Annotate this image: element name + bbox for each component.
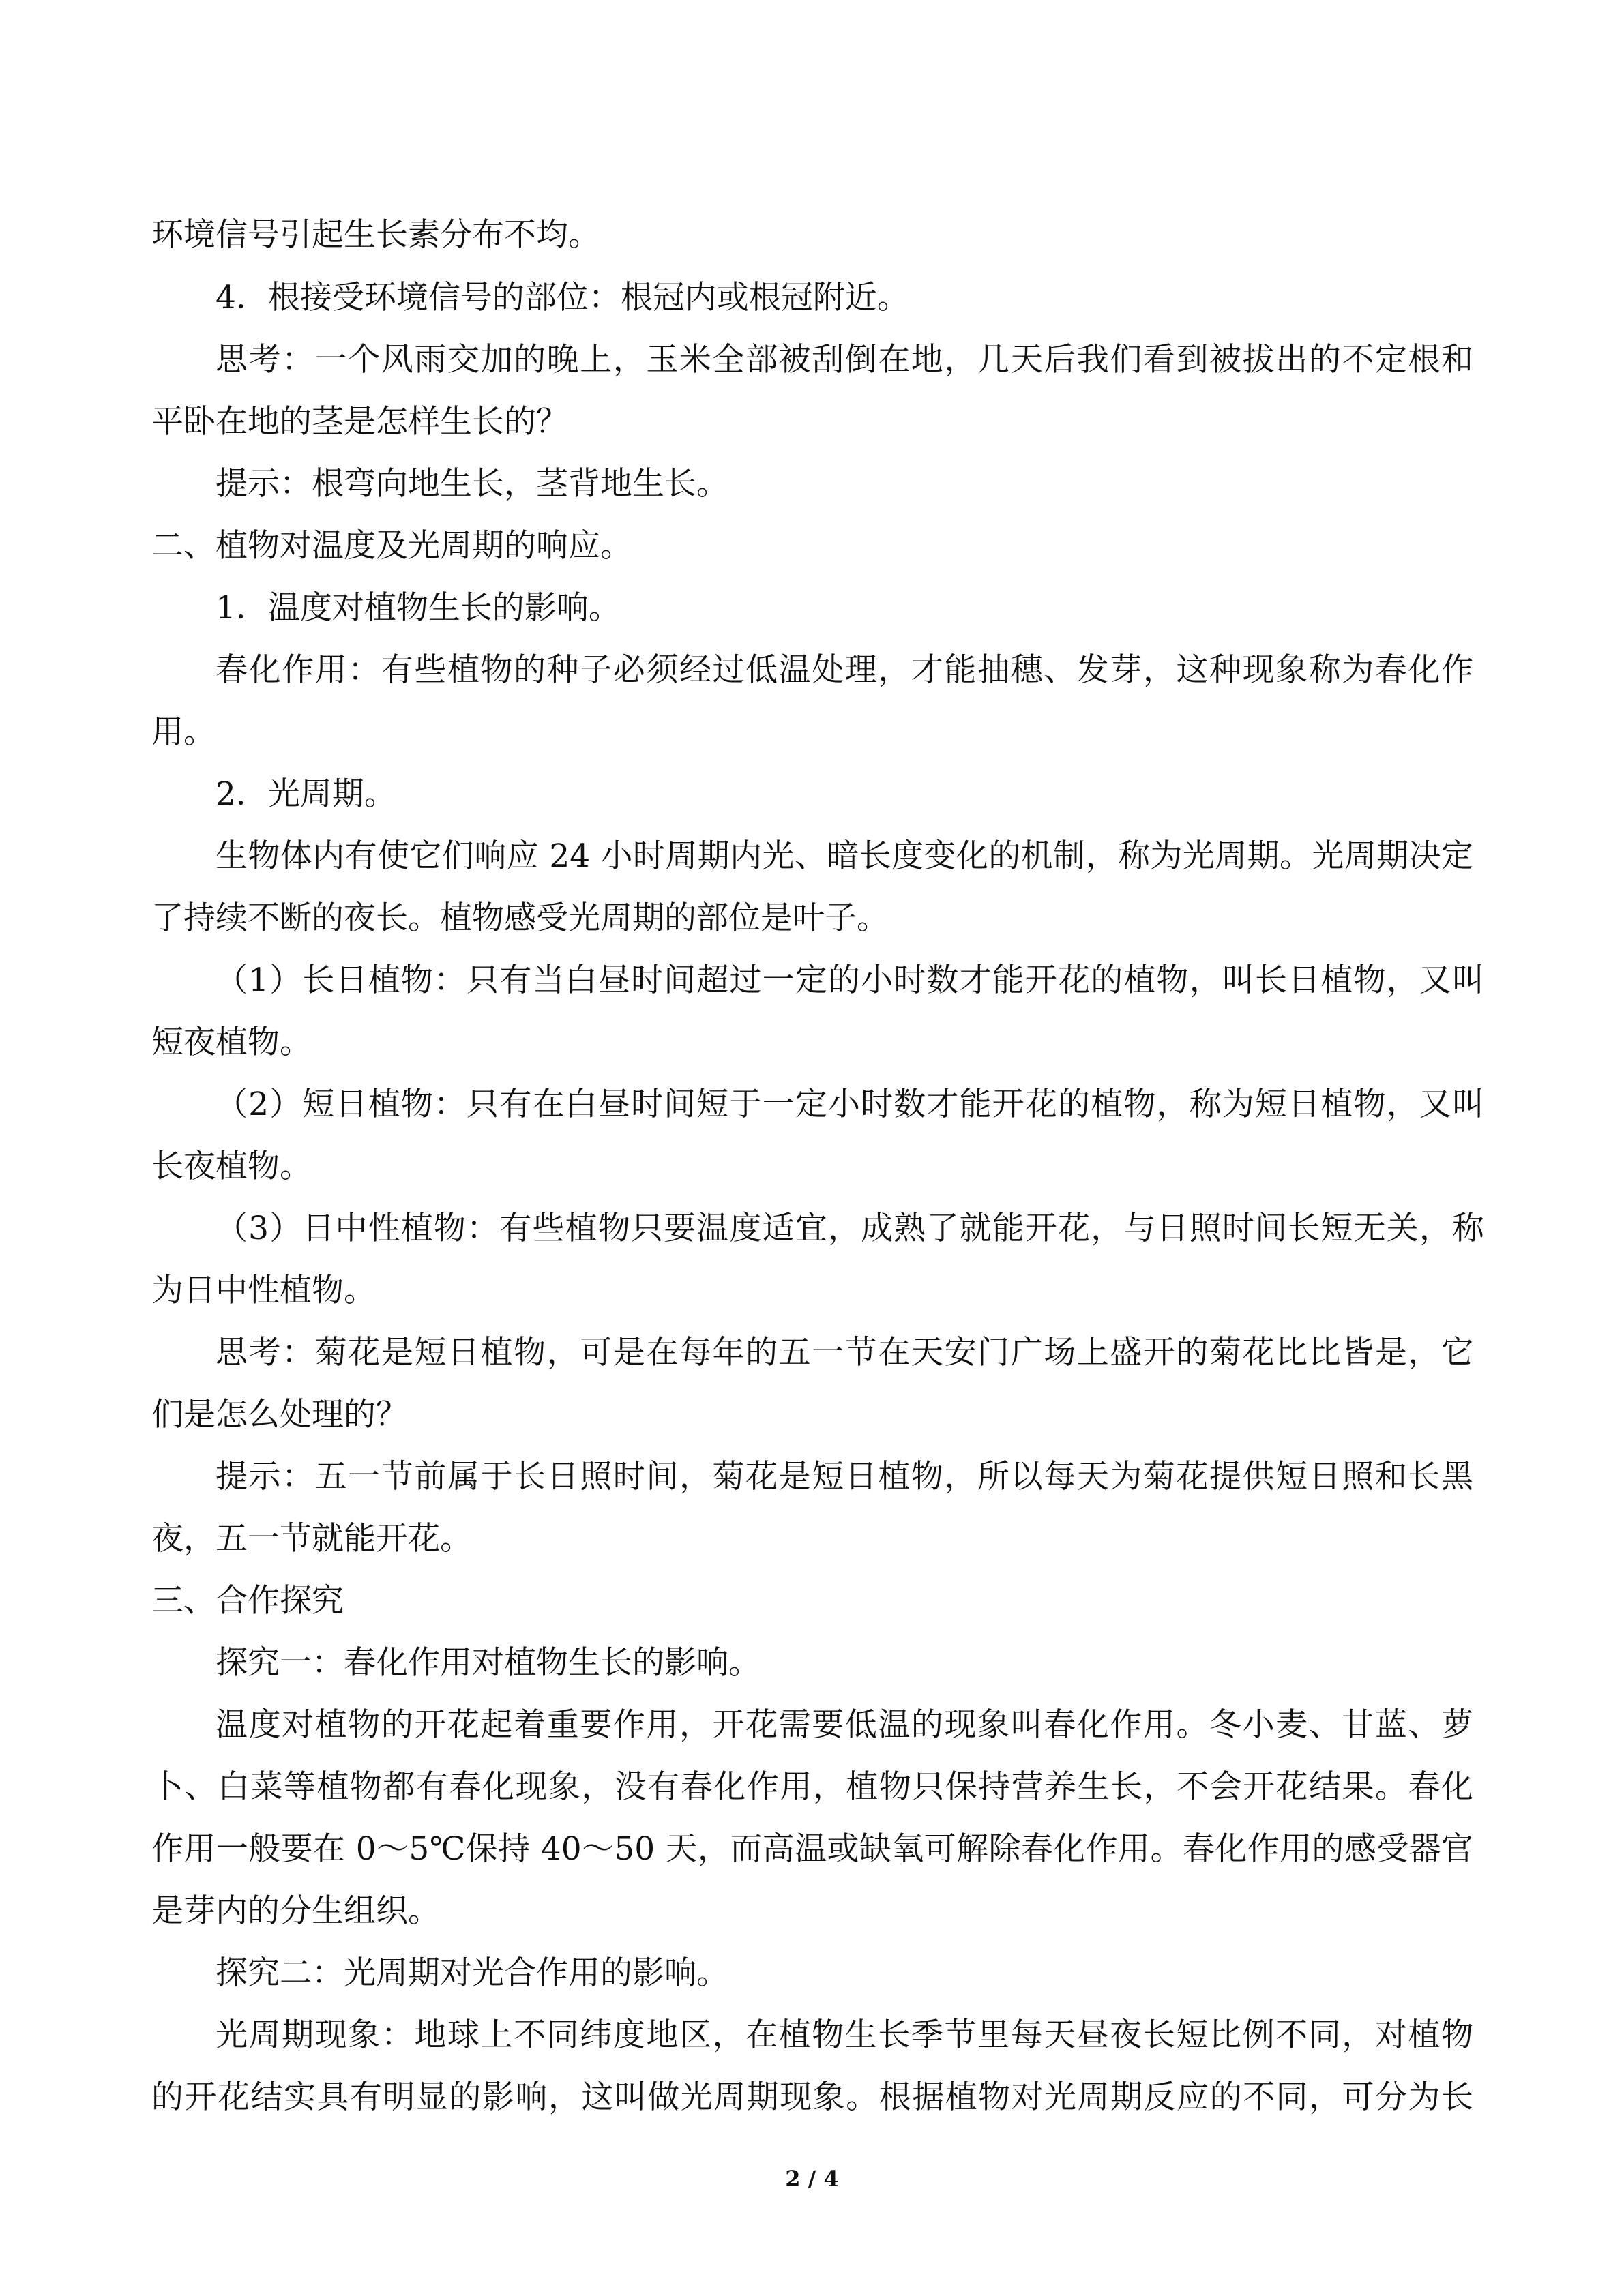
body-line: 环境信号引起生长素分布不均。 — [151, 216, 600, 254]
body-line: 作用一般要在 0～5℃保持 40～50 天，而高温或缺氧可解除春化作用。春化作用的感受器官 — [151, 1830, 1473, 1868]
numbered-item: 4．根接受环境信号的部位：根冠内或根冠附近。 — [216, 279, 909, 316]
section-heading: 二、植物对温度及光周期的响应。 — [151, 527, 632, 565]
numbered-item: 2．光周期。 — [216, 775, 396, 813]
body-line: 了持续不断的夜长。植物感受光周期的部位是叶子。 — [151, 899, 889, 937]
body-line: 思考：一个风雨交加的晚上，玉米全部被刮倒在地，几天后我们看到被拔出的不定根和 — [216, 341, 1473, 378]
body-line: 卜、白菜等植物都有春化现象，没有春化作用，植物只保持营养生长，不会开花结果。春化 — [151, 1768, 1473, 1806]
body-line: 短夜植物。 — [151, 1024, 312, 1061]
list-item: （1）长日植物：只有当白昼时间超过一定的小时数才能开花的植物，叫长日植物，又叫 — [216, 961, 1484, 999]
numbered-item: 1．温度对植物生长的影响。 — [216, 589, 621, 627]
body-line: 生物体内有使它们响应 24 小时周期内光、暗长度变化的机制，称为光周期。光周期决定 — [216, 837, 1473, 875]
body-line: 光周期现象：地球上不同纬度地区，在植物生长季节里每天昼夜长短比例不同，对植物 — [216, 2016, 1473, 2054]
list-item: （3）日中性植物：有些植物只要温度适宜，成熟了就能开花，与日照时间长短无关，称 — [216, 1210, 1484, 1247]
body-line: 提示：五一节前属于长日照时间，菊花是短日植物，所以每天为菊花提供短日照和长黑 — [216, 1458, 1473, 1495]
body-line: 平卧在地的茎是怎样生长的？ — [151, 403, 568, 441]
body-line: 思考：菊花是短日植物，可是在每年的五一节在天安门广场上盛开的菊花比比皆是，它 — [216, 1334, 1473, 1371]
body-line: 探究二：光周期对光合作用的影响。 — [216, 1954, 728, 1992]
list-item: （2）短日植物：只有在白昼时间短于一定小时数才能开花的植物，称为短日植物，又叫 — [216, 1086, 1484, 1123]
body-line: 用。 — [151, 713, 216, 751]
body-line: 们是怎么处理的？ — [151, 1396, 408, 1433]
body-line: 为日中性植物。 — [151, 1272, 376, 1309]
body-line: 的开花结实具有明显的影响，这叫做光周期现象。根据植物对光周期反应的不同，可分为长 — [151, 2078, 1473, 2116]
page-number: 2 / 4 — [785, 2166, 839, 2192]
body-line: 春化作用：有些植物的种子必须经过低温处理，才能抽穗、发芽，这种现象称为春化作 — [216, 651, 1473, 689]
body-line: 探究一：春化作用对植物生长的影响。 — [216, 1644, 761, 1682]
body-line: 是芽内的分生组织。 — [151, 1892, 440, 1930]
body-line: 温度对植物的开花起着重要作用，开花需要低温的现象叫春化作用。冬小麦、甘蓝、萝 — [216, 1706, 1473, 1744]
body-line: 提示：根弯向地生长，茎背地生长。 — [216, 465, 728, 503]
body-line: 长夜植物。 — [151, 1148, 312, 1185]
body-line: 夜，五一节就能开花。 — [151, 1520, 472, 1557]
section-heading: 三、合作探究 — [151, 1582, 344, 1620]
